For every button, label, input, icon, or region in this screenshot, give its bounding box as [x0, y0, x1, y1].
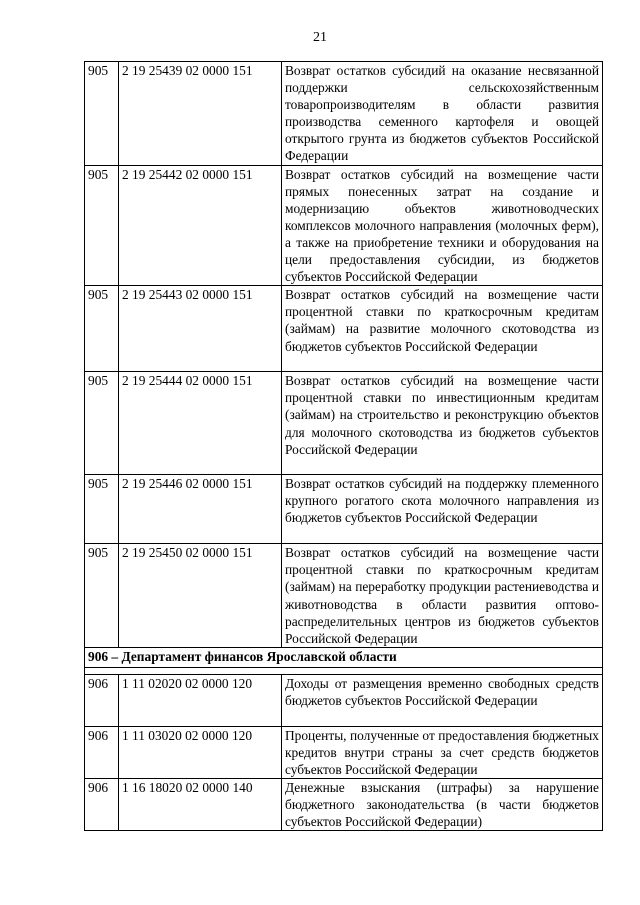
revenue-name-cell: Возврат остатков субсидий на возмещение части процентной ставки по краткосрочным кредитам (займам) на развитие молочного скотоводства из бюджетов субъектов Российской Федерации: [282, 286, 603, 372]
admin-code-cell: 905: [85, 372, 119, 475]
admin-code-cell: 905: [85, 165, 119, 286]
revenue-codes-table: [84, 61, 603, 831]
table-row: [85, 726, 603, 778]
budget-code-cell: 2 19 25444 02 0000 151: [119, 372, 282, 475]
admin-code-cell: 905: [85, 544, 119, 648]
revenue-name-cell: Денежные взыскания (штрафы) за нарушение бюджетного законодательства (в части бюджетов субъектов Российской Федерации): [282, 779, 603, 831]
budget-code-cell: 2 19 25450 02 0000 151: [119, 544, 282, 648]
revenue-name-cell: Возврат остатков субсидий на возмещение части прямых понесенных затрат на создание и модернизацию объектов животноводческих комплексов молочного направления (молочных ферм), а также на приобретение техники и оборудования на цели предоставления субсидии, из бюджетов субъектов Российской Федерации: [282, 165, 603, 286]
admin-code-cell: 906: [85, 726, 119, 778]
table-row: [85, 62, 603, 166]
page-number: 21: [313, 30, 327, 45]
table-row: [85, 674, 603, 726]
admin-code-cell: 905: [85, 475, 119, 544]
table-row: [85, 475, 603, 544]
spacer-cell: [85, 667, 603, 674]
admin-code-cell: 906: [85, 779, 119, 831]
budget-code-cell: 2 19 25439 02 0000 151: [119, 62, 282, 166]
revenue-name-cell: Возврат остатков субсидий на поддержку племенного крупного рогатого скота молочного направления из бюджетов субъектов Российской Федерации: [282, 475, 603, 544]
admin-code-cell: 905: [85, 286, 119, 372]
budget-code-cell: 1 16 18020 02 0000 140: [119, 779, 282, 831]
budget-code-cell: 2 19 25442 02 0000 151: [119, 165, 282, 286]
budget-code-cell: 1 11 02020 02 0000 120: [119, 674, 282, 726]
admin-code-cell: 906: [85, 674, 119, 726]
table-row: [85, 372, 603, 475]
revenue-name-cell: Доходы от размещения временно свободных средств бюджетов субъектов Российской Федерации: [282, 674, 603, 726]
admin-code-cell: 905: [85, 62, 119, 166]
table-row: [85, 779, 603, 831]
revenue-name-cell: Проценты, полученные от предоставления бюджетных кредитов внутри страны за счет средств бюджетов субъектов Российской Федерации: [282, 726, 603, 778]
revenue-name-cell: Возврат остатков субсидий на возмещение части процентной ставки по инвестиционным кредитам (займам) на строительство и реконструкцию объектов для молочного скотоводства из бюджетов субъектов Российской Федерации: [282, 372, 603, 475]
budget-code-cell: 1 11 03020 02 0000 120: [119, 726, 282, 778]
table-row: [85, 165, 603, 286]
table-row: [85, 544, 603, 648]
budget-code-cell: 2 19 25446 02 0000 151: [119, 475, 282, 544]
section-spacer: [85, 667, 603, 674]
budget-code-cell: 2 19 25443 02 0000 151: [119, 286, 282, 372]
revenue-name-cell: Возврат остатков субсидий на возмещение части процентной ставки по краткосрочным кредитам (займам) на переработку продукции растениеводства и животноводства в области развития оптово-распределительных центров из бюджетов субъектов Российской Федерации: [282, 544, 603, 648]
section-header-row: [85, 647, 603, 667]
revenue-name-cell: Возврат остатков субсидий на оказание несвязанной поддержки сельскохозяйственным товаропроизводителям в области развития производства семенного картофеля и овощей открытого грунта из бюджетов субъектов Российской Федерации: [282, 62, 603, 166]
table-row: [85, 286, 603, 372]
section-title: 906 – Департамент финансов Ярославской области: [85, 647, 603, 667]
